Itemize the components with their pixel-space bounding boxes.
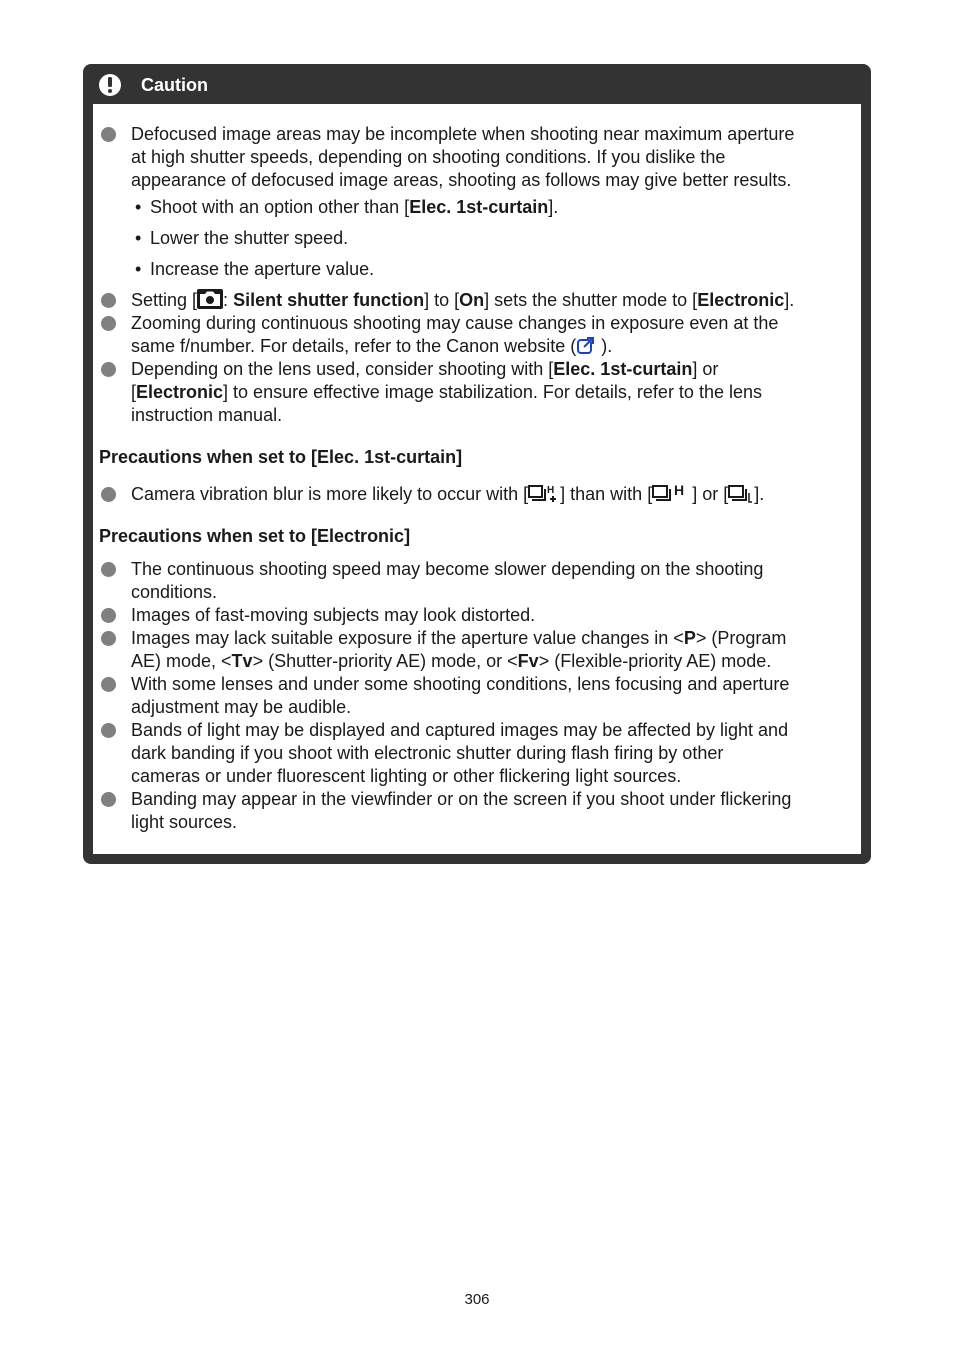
list-item: Images of fast-moving subjects may look distorted. <box>131 605 536 625</box>
text-line: Defocused image areas may be incomplete when shooting near maximum aperture <box>131 124 795 144</box>
sub-list-item: • Lower the shutter speed. <box>150 227 830 250</box>
section-heading: Precautions when set to [Electronic] <box>99 526 411 546</box>
bullet-icon <box>101 677 116 692</box>
sub-list-item: • Shoot with an option other than [Elec. 1st-curtain]. <box>150 196 830 219</box>
caution-body <box>93 104 861 854</box>
bullet-icon <box>101 316 116 331</box>
list-item <box>131 123 851 192</box>
list-item: The continuous shooting speed may become slower depending on the shooting conditions. <box>131 559 764 602</box>
list-item: Bands of light may be displayed and captured images may be affected by light and dark banding if you shoot with electronic shutter during flash firing by other cameras or under fluorescent lighting or other flickering light sources. <box>131 720 789 786</box>
camera-icon <box>197 289 223 309</box>
page-number: 306 <box>464 1291 490 1308</box>
list-item: Depending on the lens used, consider shooting with [Elec. 1st-curtain] or [Electronic] to ensure effective image stabilization. For details, refer to the lens instruction manual. <box>131 359 762 425</box>
list-item: With some lenses and under some shooting conditions, lens focusing and aperture adjustment may be audible. <box>131 674 790 717</box>
continuous-shooting-high-icon <box>652 483 692 503</box>
text-line: appearance of defocused image areas, shooting as follows may give better results. <box>131 170 792 190</box>
svg-text:H: H <box>547 485 555 496</box>
list-item: Setting [ : Silent shutter function] to [On] sets the shutter mode to [Electronic]. <box>131 290 795 310</box>
continuous-shooting-plus-icon <box>528 483 560 503</box>
bullet-icon <box>101 723 116 738</box>
caution-box <box>83 64 871 864</box>
warning-icon <box>98 73 122 97</box>
section-heading: Precautions when set to [Elec. 1st-curtain] <box>99 447 463 467</box>
svg-text:H: H <box>674 483 685 498</box>
caution-header <box>83 64 871 104</box>
list-item: Images may lack suitable exposure if the aperture value changes in <P> (Program AE) mode, <Tv> (Shutter-priority AE) mode, or <Fv> (Flexible-priority AE) mode. <box>131 628 787 671</box>
text-line: at high shutter speeds, depending on shooting conditions. If you dislike the <box>131 147 726 167</box>
list-item: Camera vibration blur is more likely to occur with [ H ] than with [ H ] or [ ]. <box>131 483 765 504</box>
bullet-icon <box>101 608 116 623</box>
list-item: Banding may appear in the viewfinder or on the screen if you shoot under flickering light sources. <box>131 789 792 832</box>
bullet-icon <box>101 362 116 377</box>
bullet-icon <box>101 562 116 577</box>
bullet-icon <box>101 792 116 807</box>
list-item: Zooming during continuous shooting may cause changes in exposure even at the same f/number. For details, refer to the Canon website ( ). <box>131 313 779 356</box>
bullet-icon <box>101 487 116 502</box>
bullet-icon <box>101 127 116 142</box>
bullet-icon <box>101 293 116 308</box>
external-link-icon[interactable] <box>576 335 596 355</box>
bullet-icon <box>101 631 116 646</box>
caution-title: Caution <box>141 75 208 95</box>
continuous-shooting-low-icon <box>728 483 754 503</box>
sub-list-item: • Increase the aperture value. <box>150 258 830 281</box>
